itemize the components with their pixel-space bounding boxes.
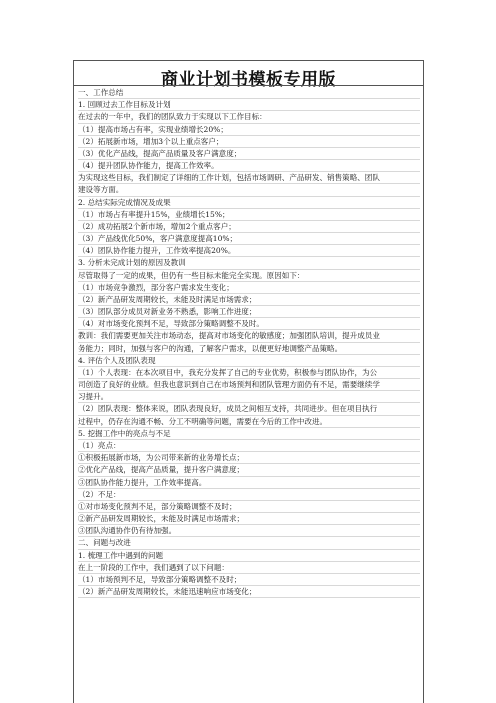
text-line: （1）市场占有率提升15%，业绩增长15%；	[78, 209, 420, 221]
text-line: 建设等方面。	[78, 184, 420, 196]
text-line: 过程中，仍存在沟通不畅、分工不明确等问题，需要在今后的工作中改进。	[78, 416, 420, 428]
text-line: ①对市场变化预判不足，部分策略调整不及时；	[78, 501, 420, 513]
text-line: （2）不足：	[78, 489, 420, 501]
text-line: 务能力；同时，加强与客户的沟通，了解客户需求，以便更好地调整产品策略。	[78, 343, 420, 355]
text-line: ③团队协作能力提升，工作效率提高。	[78, 477, 420, 489]
text-line: （4）对市场变化预判不足，导致部分策略调整不及时。	[78, 318, 420, 330]
document-body	[78, 87, 420, 598]
text-line: 3. 分析未完成计划的原因及教训	[78, 257, 420, 269]
text-line: ②优化产品线，提高产品质量，提升客户满意度；	[78, 464, 420, 476]
text-line: 4. 评估个人及团队表现	[78, 355, 420, 367]
text-line: （2）成功拓展2个新市场，增加2个重点客户；	[78, 221, 420, 233]
title-divider	[74, 85, 423, 86]
text-line: （1）市场预判不足，导致部分策略调整不及时；	[78, 574, 420, 586]
text-line: ②新产品研发周期较长，未能及时满足市场需求；	[78, 513, 420, 525]
text-line: 尽管取得了一定的成果，但仍有一些目标未能完全实现。原因如下：	[78, 270, 420, 282]
text-line: （2）新产品研发周期较长，未能及时满足市场需求；	[78, 294, 420, 306]
text-line: ①积极拓展新市场，为公司带来新的业务增长点；	[78, 452, 420, 464]
text-line: （1）个人表现：在本次项目中，我充分发挥了自己的专业优势，积极参与团队协作，为公	[78, 367, 420, 379]
text-line: （1）市场竞争激烈，部分客户需求发生变化；	[78, 282, 420, 294]
text-line: 二、问题与改进	[78, 537, 420, 549]
text-line: （3）团队部分成员对新业务不熟悉，影响工作进度；	[78, 306, 420, 318]
document-title: 商业计划书模板专用版	[161, 70, 336, 90]
text-line: 教训：我们需要更加关注市场动态，提高对市场变化的敏感度；加强团队培训，提升成员业	[78, 330, 420, 342]
text-line: 2. 总结实际完成情况及成果	[78, 197, 420, 209]
text-line: （3）产品线优化50%，客户满意度提高10%；	[78, 233, 420, 245]
text-line: 一、工作总结	[78, 87, 420, 99]
text-line: （4）团队协作能力提升，工作效率提高20%。	[78, 245, 420, 257]
text-line: （1）提高市场占有率，实现业绩增长20%；	[78, 124, 420, 136]
text-line: （2）团队表现：整体来说，团队表现良好，成员之间相互支持，共同进步。但在项目执行	[78, 403, 420, 415]
text-line: （3）优化产品线，提高产品质量及客户满意度；	[78, 148, 420, 160]
text-line: 司创造了良好的业绩。但我也意识到自己在市场预判和团队管理方面仍有不足，需要继续学	[78, 379, 420, 391]
text-line: 为实现这些目标，我们制定了详细的工作计划，包括市场调研、产品研发、销售策略、团队	[78, 172, 420, 184]
text-line: ③团队沟通协作仍有待加强。	[78, 525, 420, 537]
text-line: 习提升。	[78, 391, 420, 403]
text-line: （2）拓展新市场，增加3个以上重点客户；	[78, 136, 420, 148]
text-line: 1. 梳理工作中遇到的问题	[78, 550, 420, 562]
text-line: （4）提升团队协作能力，提高工作效率。	[78, 160, 420, 172]
text-line: （2）新产品研发周期较长，未能迅速响应市场变化；	[78, 586, 420, 598]
text-line: 在过去的一年中，我们的团队致力于实现以下工作目标：	[78, 111, 420, 123]
text-line: 在上一阶段的工作中，我们遇到了以下问题：	[78, 562, 420, 574]
text-line: 1. 回顾过去工作目标及计划	[78, 99, 420, 111]
text-line: （1）亮点：	[78, 440, 420, 452]
text-line: 5. 挖掘工作中的亮点与不足	[78, 428, 420, 440]
table-frame	[73, 60, 424, 703]
